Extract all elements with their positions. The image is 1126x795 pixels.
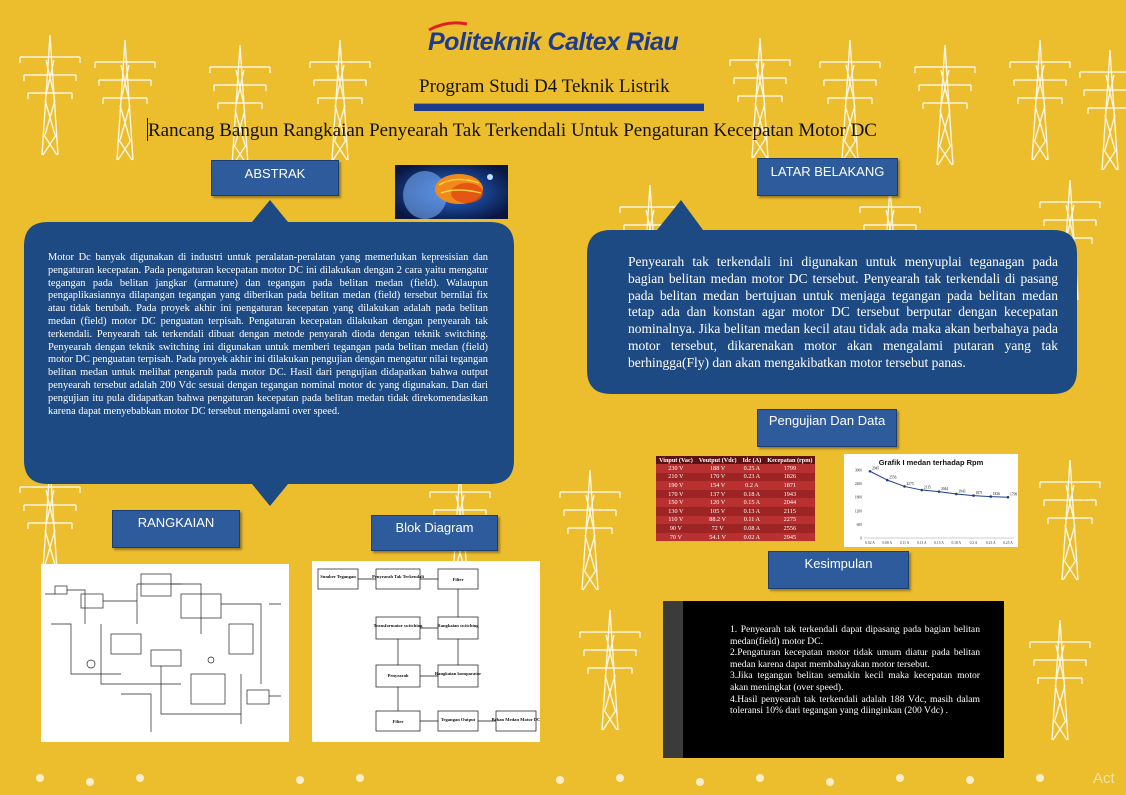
block-diagram-svg <box>312 561 540 742</box>
table-cell: 150 V <box>656 498 696 507</box>
pylon-icon <box>1030 620 1090 740</box>
chart-point <box>903 485 906 488</box>
chart-point <box>920 489 923 492</box>
pylon-icon <box>1080 50 1126 170</box>
table-cell: 120 V <box>696 498 740 507</box>
section-label-kesimpulan: Kesimpulan <box>768 551 909 589</box>
table-cell: 54.1 V <box>696 533 740 542</box>
table-cell: 230 V <box>656 464 696 473</box>
block-node: Transformator switching <box>373 623 423 628</box>
data-table <box>656 456 815 541</box>
abstrak-text: Motor Dc banyak digunakan di industri untuk peralatan-peralatan yang memerlukan kepresisian dan pengaturan kecepatan. Pada pengaturan kecepatan motor DC ini dilakukan dengan 2 cara yaitu mengatur tegangan pada belitan jangkar (armature) dan tegangan pada belitan medan (field). Walaupun pengaplikasiannya dilapangan tegangan yang diberikan pada belitan medan (field) tersebut bernilai fix atau tidak berubah. Pada proyek akhir ini pengaturan kecepatan yang dilakukan adalah pada belitan medan (field) motor DC penguatan terpisah. Pengaturan kecepatan dilakukan dengan penyearah tak terkendali. Penyearah tak terkendali dibuat dengan metode penyarah dioda dengan teknik switching. Penyearah dengan teknik switching ini digunakan untuk memberi tegangan pada belitan medan (field) motor DC penguatan terpisah. Pada proyek akhir ini dilakukan pengujian dengan mengatur nilai tegangan belitan medan untuk melihat pengaruh pada motor DC. Hasil dari pengujian didapatkan bahwa output penyearah tersebut adalah 200 Vdc sesuai dengan tegangan nominal motor dc yang digunakan. Dan dari pengujian itu pula didapatkan bahwa pengaturan kecepatan pada belitan medan tidak direkomendasikan karena dapat menyebabkan motor DC tersebut mengalami over speed. <box>48 252 488 417</box>
table-cell: 0.13 A <box>740 507 765 516</box>
table-cell: 1871 <box>764 481 815 490</box>
table-cell: 2044 <box>764 498 815 507</box>
chart-point <box>886 479 889 482</box>
pylon-icon <box>1040 460 1100 580</box>
activation-watermark: Act <box>1093 770 1115 787</box>
chart-point <box>938 490 941 493</box>
table-cell: 0.18 A <box>740 490 765 499</box>
chart-y-tick: 0 <box>860 536 862 541</box>
chart-x-tick: 0.18 A <box>951 541 962 545</box>
table-cell: 0.15 A <box>740 498 765 507</box>
block-node: Penyearah Tak Terkendali <box>372 574 424 579</box>
table-header: Vinput (Vac) <box>656 456 696 464</box>
table-row <box>656 516 815 525</box>
table-cell: 154 V <box>696 481 740 490</box>
latar-text: Penyearah tak terkendali ini digunakan untuk menyuplai teganagan pada bagian belitan medan motor DC tersebut. Penyearah tak terkendali di pasang pada belitan medan bertujuan untuk menjaga tegangan pada belitan medan tetap ada dan konstan agar motor DC tersebut berputar dengan kecepatan nominalnya. Jika belitan medan kecil atau tidak ada maka akan berbahaya pada motor tersebut, dikarenakan motor akan mengalami putaran yang tak berhingga(Fly) dan akan mengakibatkan motor tersebut panas. <box>628 254 1058 370</box>
block-node: Filter <box>392 719 404 724</box>
block-node: Beban Medan Motor DC <box>491 717 540 722</box>
chart-point <box>955 493 958 496</box>
rpm-chart <box>844 454 1018 547</box>
chart-point <box>1007 496 1010 499</box>
table-cell: 70 V <box>656 533 696 542</box>
table-cell: 2275 <box>764 516 815 525</box>
chart-x-tick: 0.13 A <box>916 541 927 545</box>
table-cell: 210 V <box>656 473 696 482</box>
table-cell: 88.2 V <box>696 516 740 525</box>
chart-data-label: 2275 <box>906 481 914 486</box>
chart-y-tick: 600 <box>856 522 862 527</box>
table-cell: 0.25 A <box>740 464 765 473</box>
block-node: Filter <box>452 577 464 582</box>
list-item: 3.Jika tegangan belitan semakin kecil maka kecepatan motor akan meningkat (over speed). <box>730 670 980 693</box>
table-cell: 0.02 A <box>740 533 765 542</box>
kesimpulan-list <box>730 624 980 717</box>
chart-data-label: 1799 <box>1010 492 1018 497</box>
pylon-icon <box>20 35 80 155</box>
chart-data-label: 2044 <box>941 487 949 492</box>
table-header: Voutput (Vdc) <box>696 456 740 464</box>
table-cell: 1943 <box>764 490 815 499</box>
chart-x-tick: 0.2 A <box>969 541 978 545</box>
table-cell: 2556 <box>764 524 815 533</box>
pylon-icon <box>210 45 270 165</box>
block-node: Tegangan Output <box>440 717 476 722</box>
chart-x-tick: 0.02 A <box>865 541 875 545</box>
table-cell: 0.23 A <box>740 473 765 482</box>
list-item: 1. Penyearah tak terkendali dapat dipasang pada bagian belitan medan(field) motor DC. <box>730 624 980 647</box>
table-header: Idc (A) <box>740 456 765 464</box>
table-row <box>656 533 815 542</box>
chart-x-tick: 0.25 A <box>1003 541 1013 545</box>
table-cell: 2945 <box>764 533 815 542</box>
pylon-icon <box>310 40 370 160</box>
pylon-icon <box>820 40 880 160</box>
section-label-latar-belakang: LATAR BELAKANG <box>757 158 898 196</box>
table-cell: 0.11 A <box>740 516 765 525</box>
block-node: Sumber Tegangan <box>320 574 356 579</box>
list-item: 4.Hasil penyearah tak terkendali adalah 188 Vdc, masih dalam toleransi 10% dari tegangan yang diinginkan (200 Vdc) . <box>730 693 980 717</box>
table-cell: 105 V <box>696 507 740 516</box>
block-node: Rangkaian switching <box>437 623 479 628</box>
logo: Politeknik Caltex Riau <box>428 28 679 56</box>
table-row <box>656 473 815 482</box>
section-label-abstrak: ABSTRAK <box>211 160 339 196</box>
chart-x-tick: 0.08 A <box>882 541 893 545</box>
table-row <box>656 490 815 499</box>
chart-point <box>972 494 975 497</box>
table-cell: 130 V <box>656 507 696 516</box>
block-node: Rangkaian komparator <box>434 671 482 676</box>
circuit-diagram-icon <box>41 564 289 742</box>
table-cell: 1826 <box>764 473 815 482</box>
table-cell: 188 V <box>696 464 740 473</box>
section-label-pengujian: Pengujian Dan Data <box>757 409 897 447</box>
table-cell: 170 V <box>656 490 696 499</box>
block-diagram <box>312 561 540 742</box>
chart-data-label: 2115 <box>923 485 931 490</box>
chart-y-tick: 2400 <box>854 482 862 487</box>
table-header: Kecepatan (rpm) <box>764 456 815 464</box>
table-row <box>656 498 815 507</box>
pylon-icon <box>1010 40 1070 160</box>
kesimpulan-accent-bar <box>663 601 683 758</box>
divider <box>414 103 704 111</box>
table-row <box>656 524 815 533</box>
table-cell: 137 V <box>696 490 740 499</box>
chart-title: Grafik I medan terhadap Rpm <box>878 458 984 467</box>
chart-data-label: 2945 <box>872 466 880 471</box>
page-title: Rancang Bangun Rangkaian Penyearah Tak Terkendali Untuk Pengaturan Kecepatan Motor DC <box>148 120 877 141</box>
program-title: Program Studi D4 Teknik Listrik <box>419 76 670 97</box>
chart-point <box>989 495 992 498</box>
block-node: Penyearah <box>387 673 409 678</box>
table-cell: 190 V <box>656 481 696 490</box>
chart-x-tick: 0.15 A <box>934 541 944 545</box>
table-cell: 2115 <box>764 507 815 516</box>
pylon-icon <box>560 470 620 590</box>
table-row <box>656 481 815 490</box>
pylon-icon <box>95 40 155 160</box>
table-row <box>656 507 815 516</box>
section-label-blok-diagram: Blok Diagram <box>371 515 498 551</box>
chart-data-label: 1826 <box>992 492 1000 497</box>
table-cell: 90 V <box>656 524 696 533</box>
table-cell: 110 V <box>656 516 696 525</box>
circuit-image <box>41 564 289 742</box>
section-label-rangkaian: RANGKAIAN <box>112 510 240 548</box>
pylon-icon <box>915 45 975 165</box>
chart-x-tick: 0.11 A <box>899 541 910 545</box>
table-cell: 72 V <box>696 524 740 533</box>
data-table-panel <box>656 456 833 541</box>
chart-x-tick: 0.23 A <box>985 541 996 545</box>
table-cell: 0.2 A <box>740 481 765 490</box>
table-row <box>656 464 815 473</box>
chart-point <box>869 470 872 473</box>
chart-panel <box>844 454 1018 547</box>
chart-data-label: 1943 <box>958 489 966 494</box>
chart-data-label: 2556 <box>889 475 897 480</box>
chart-data-label: 1871 <box>975 491 983 496</box>
pylon-icon <box>580 610 640 730</box>
table-cell: 170 V <box>696 473 740 482</box>
chart-y-tick: 3000 <box>854 468 862 473</box>
table-cell: 1799 <box>764 464 815 473</box>
chart-y-tick: 1200 <box>854 509 862 514</box>
table-cell: 0.08 A <box>740 524 765 533</box>
list-item: 2.Pengaturan kecepatan motor tidak umum diatur pada belitan medan karena dapat membahayakan motor tersebut. <box>730 647 980 670</box>
chart-y-tick: 1800 <box>854 495 862 500</box>
table-header-row <box>656 456 815 464</box>
